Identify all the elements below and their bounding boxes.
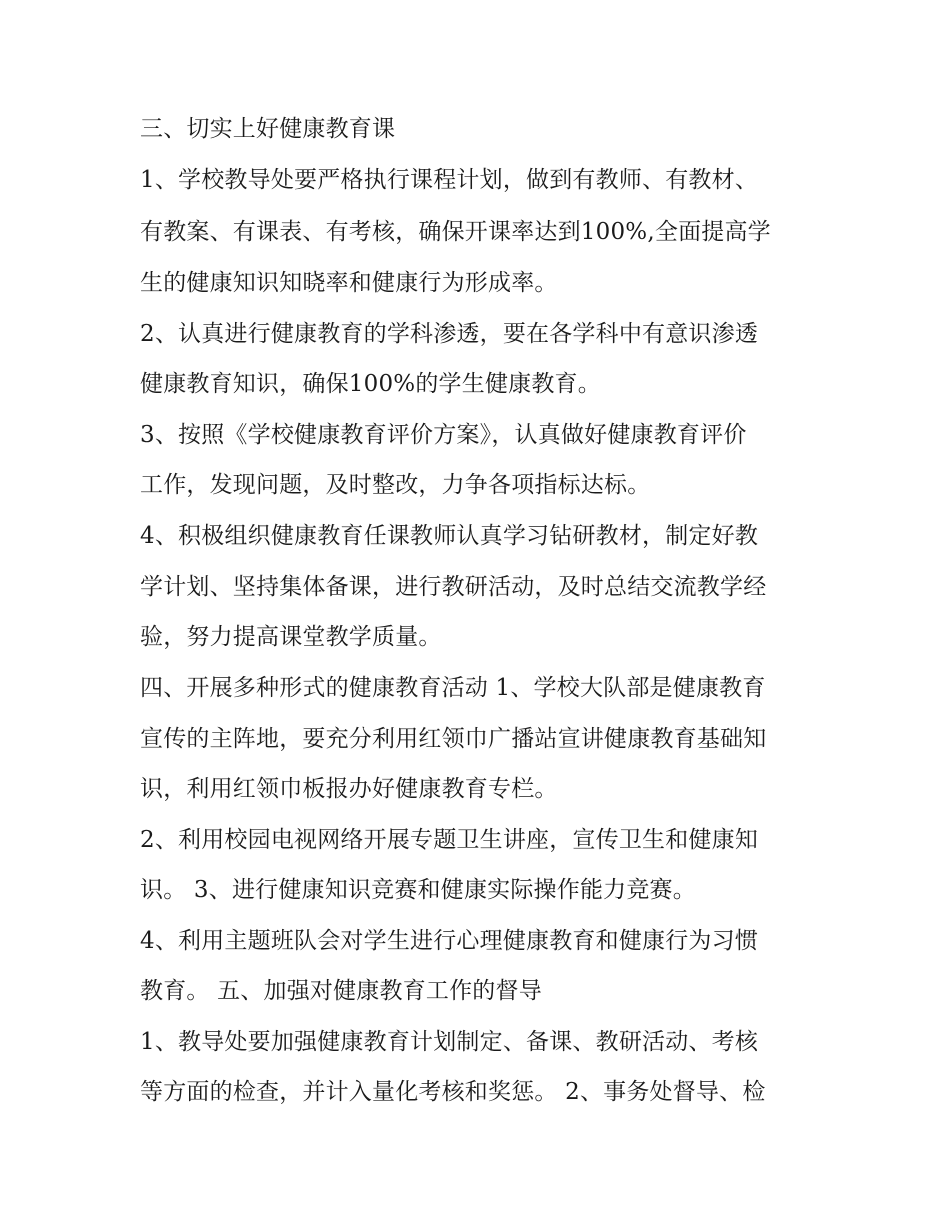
- paragraph-line: 识，利用红领巾板报办好健康教育专栏。: [140, 776, 558, 802]
- paragraph-line: 生的健康知识知晓率和健康行为形成率。: [140, 270, 558, 296]
- paragraph-line: 2、认真进行健康教育的学科渗透，要在各学科中有意识渗透: [140, 321, 759, 347]
- paragraph-line: 宣传的主阵地，要充分利用红领巾广播站宣讲健康教育基础知: [140, 726, 767, 752]
- paragraph-line: 3、按照《学校健康教育评价方案》，认真做好健康教育评价: [140, 422, 747, 448]
- paragraph-line: 4、利用主题班队会对学生进行心理健康教育和健康行为习惯: [140, 928, 759, 954]
- paragraph-line: 1、教导处要加强健康教育计划制定、备课、教研活动、考核: [140, 1029, 759, 1055]
- paragraph-line: 4、积极组织健康教育任课教师认真学习钻研教材，制定好教: [140, 523, 759, 549]
- paragraph-line: 健康教育知识，确保100%的学生健康教育。: [140, 371, 601, 397]
- paragraph-line: 学计划、坚持集体备课，进行教研活动，及时总结交流教学经: [140, 574, 767, 600]
- paragraph-line: 识。 3、进行健康知识竞赛和健康实际操作能力竞赛。: [140, 877, 696, 903]
- paragraph-line: 1、学校教导处要严格执行课程计划，做到有教师、有教材、: [140, 167, 759, 193]
- section-heading-3: 三、切实上好健康教育课: [140, 116, 396, 142]
- paragraph-line: 等方面的检查，并计入量化考核和奖惩。 2、事务处督导、检: [140, 1079, 766, 1105]
- section-heading-5: 教育。 五、加强对健康教育工作的督导: [140, 978, 542, 1004]
- paragraph-line: 验，努力提高课堂教学质量。: [140, 624, 442, 650]
- paragraph-line: 工作，发现问题，及时整改，力争各项指标达标。: [140, 472, 651, 498]
- paragraph-line: 2、利用校园电视网络开展专题卫生讲座，宣传卫生和健康知: [140, 827, 759, 853]
- section-heading-4: 四、开展多种形式的健康教育活动 1、学校大队部是健康教育: [140, 675, 766, 701]
- paragraph-line: 有教案、有课表、有考核，确保开课率达到100%,全面提高学: [140, 219, 771, 245]
